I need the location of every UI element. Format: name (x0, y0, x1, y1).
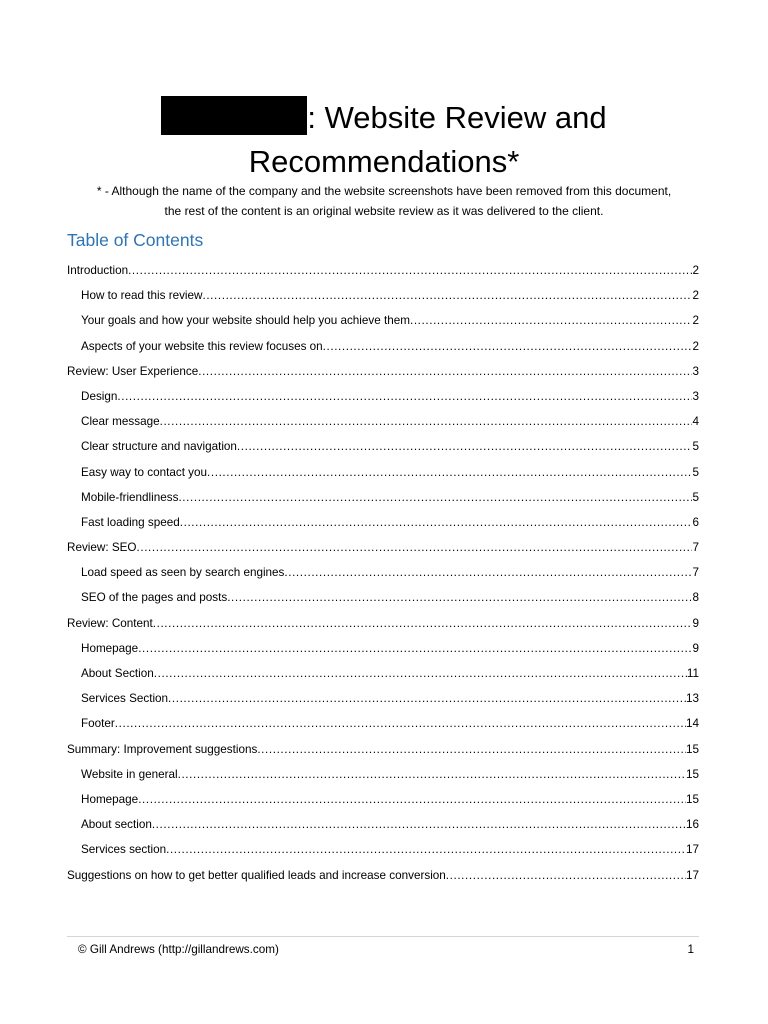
toc-dot-leader (138, 642, 692, 655)
toc-entry-page[interactable]: 5 (692, 440, 699, 454)
toc-entry[interactable] (67, 667, 699, 692)
toc-dot-leader (237, 440, 693, 453)
toc-entry-page[interactable]: 2 (692, 289, 699, 303)
title-line-1-text: : Website Review and (307, 100, 607, 135)
toc-dot-leader (152, 818, 686, 831)
toc-dot-leader (166, 843, 686, 856)
toc-dot-leader (137, 541, 693, 554)
toc-entry-page[interactable]: 4 (692, 415, 699, 429)
toc-entry[interactable] (67, 617, 699, 642)
toc-entry-page[interactable]: 2 (692, 264, 699, 277)
toc-entry-title[interactable]: Your goals and how your website should help you achieve them (81, 314, 410, 328)
toc-entry[interactable] (67, 692, 699, 717)
toc-entry[interactable] (67, 717, 699, 742)
toc-entry-page[interactable]: 5 (692, 490, 699, 504)
toc-entry-title[interactable]: Services section (81, 843, 167, 857)
toc-entry[interactable] (67, 541, 699, 566)
toc-entry-page[interactable]: 11 (686, 667, 699, 680)
disclaimer (0, 181, 768, 221)
toc-dot-leader (138, 793, 686, 806)
toc-entry-page[interactable]: 9 (692, 641, 699, 655)
toc-dot-leader (227, 591, 692, 604)
toc-dot-leader (202, 289, 692, 302)
toc-heading: Table of Contents (67, 230, 204, 250)
toc-entry-title[interactable]: Homepage (81, 792, 139, 806)
toc-entry[interactable] (67, 743, 699, 768)
toc-entry-title[interactable]: SEO of the pages and posts (81, 591, 228, 605)
toc-entry[interactable] (67, 491, 699, 516)
footer-divider (67, 936, 699, 937)
toc-entry[interactable] (67, 768, 699, 793)
toc-entry-title[interactable]: Easy way to contact you (81, 465, 208, 479)
toc-entry-title[interactable]: Footer (81, 717, 115, 731)
toc-entry[interactable] (67, 818, 699, 843)
toc-dot-leader (115, 717, 686, 730)
toc-entry[interactable] (67, 365, 699, 390)
footer-copyright: © Gill Andrews (http://gillandrews.com) (78, 943, 279, 956)
toc-entry-page[interactable]: 16 (685, 818, 699, 832)
toc-entry-title[interactable]: Suggestions on how to get better qualified leads and increase conversion (67, 868, 446, 882)
title-line-2: Recommendations* (248, 144, 520, 179)
toc-entry-page[interactable]: 13 (685, 692, 699, 706)
toc-entry-page[interactable]: 5 (692, 465, 699, 479)
toc-entry-page[interactable]: 15 (685, 792, 699, 806)
disclaimer-line-1: * - Although the name of the company and the website screenshots have been removed from this document, (96, 184, 672, 198)
toc-entry-title[interactable]: About Section (81, 667, 154, 680)
toc-entry-title[interactable]: Homepage (81, 641, 139, 655)
redaction-box (161, 96, 307, 135)
toc-entry-title[interactable]: Review: SEO (67, 541, 137, 555)
toc-entry-title[interactable]: Mobile-friendliness (81, 490, 179, 504)
toc-dot-leader (257, 743, 686, 756)
toc-dot-leader (198, 365, 692, 378)
toc-dot-leader (207, 466, 692, 479)
toc-entry-title[interactable]: Services Section (81, 692, 169, 706)
toc-entry[interactable] (67, 566, 699, 591)
toc-entry-title[interactable]: Fast loading speed (81, 515, 180, 529)
toc-entry-page[interactable]: 2 (692, 314, 699, 328)
toc-entry-title[interactable]: Website in general (81, 767, 178, 781)
toc-entry[interactable] (67, 314, 699, 339)
toc-entry[interactable] (67, 390, 699, 415)
toc-dot-leader (160, 415, 693, 428)
toc-entry-page[interactable]: 17 (685, 843, 699, 857)
toc-entry-page[interactable]: 15 (685, 767, 699, 781)
toc-entry-page[interactable]: 2 (692, 339, 699, 353)
toc-dot-leader (168, 692, 686, 705)
toc-dot-leader (323, 340, 693, 353)
toc-entry-page[interactable]: 3 (692, 389, 699, 403)
toc-entry-title[interactable]: Load speed as seen by search engines (81, 566, 285, 580)
footer-page-number: 1 (687, 943, 694, 956)
toc-entry-page[interactable]: 3 (692, 364, 699, 378)
toc-entry-title[interactable]: Review: User Experience (67, 364, 199, 378)
toc-dot-leader (117, 390, 692, 403)
toc-entry[interactable] (67, 415, 699, 440)
toc-entry[interactable] (67, 466, 699, 491)
toc-entry-page[interactable]: 7 (692, 566, 699, 580)
toc-dot-leader (446, 869, 686, 882)
toc-entry-page[interactable]: 8 (692, 591, 699, 605)
toc-entry[interactable] (67, 516, 699, 541)
toc-entry[interactable] (67, 793, 699, 818)
toc-entry-title[interactable]: Clear structure and navigation (81, 440, 237, 454)
toc-entry[interactable] (67, 591, 699, 616)
toc-entry-page[interactable]: 14 (685, 717, 699, 731)
toc-dot-leader (180, 516, 693, 529)
toc-entry[interactable] (67, 843, 699, 868)
toc-dot-leader (178, 491, 692, 504)
table-of-contents (67, 264, 699, 894)
toc-dot-leader (154, 667, 687, 680)
toc-dot-leader (153, 617, 693, 630)
toc-entry-page[interactable]: 6 (692, 515, 699, 529)
toc-entry-title[interactable]: Aspects of your website this review focuses on (81, 339, 323, 353)
disclaimer-line-2: the rest of the content is an original website review as it was delivered to the client. (164, 204, 604, 218)
toc-entry-title[interactable]: Introduction (67, 264, 129, 277)
toc-dot-leader (284, 566, 692, 579)
toc-entry-title[interactable]: Summary: Improvement suggestions (67, 742, 258, 756)
toc-entry[interactable] (67, 289, 699, 314)
toc-entry-page[interactable]: 17 (685, 868, 699, 882)
toc-entry-page[interactable]: 15 (685, 742, 699, 756)
toc-entry[interactable] (67, 264, 699, 289)
toc-entry[interactable] (67, 642, 699, 667)
toc-entry-title[interactable]: Clear message (81, 415, 160, 429)
toc-entry-title[interactable]: Design (81, 389, 118, 403)
toc-entry[interactable] (67, 340, 699, 365)
toc-entry[interactable] (67, 869, 699, 894)
title-line-1 (0, 96, 768, 140)
toc-entry-page[interactable]: 9 (692, 616, 699, 630)
toc-entry-page[interactable]: 7 (692, 541, 699, 555)
toc-dot-leader (178, 768, 686, 781)
toc-entry-title[interactable]: How to read this review (81, 289, 203, 303)
toc-dot-leader (128, 264, 692, 277)
toc-entry-title[interactable]: About section (81, 818, 152, 832)
toc-entry[interactable] (67, 440, 699, 465)
toc-dot-leader (410, 314, 693, 327)
document-title (0, 96, 768, 184)
toc-entry-title[interactable]: Review: Content (67, 616, 153, 630)
